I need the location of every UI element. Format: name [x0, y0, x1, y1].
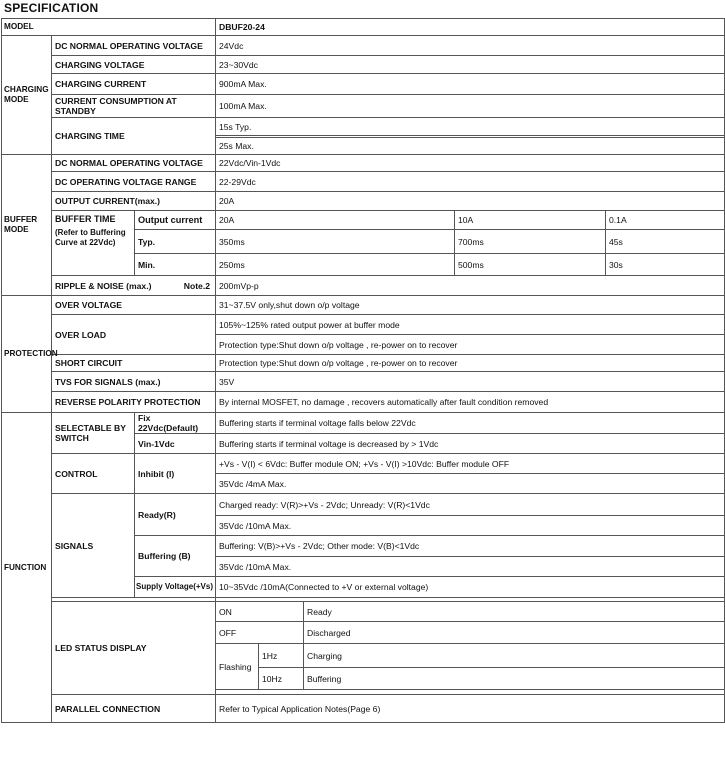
reverse-polarity-label: REVERSE POLARITY PROTECTION — [52, 392, 216, 413]
charging-dc-normal-value: 24Vdc — [216, 36, 725, 56]
buffer-dc-normal-value: 22Vdc/Vin-1Vdc — [216, 155, 725, 172]
buffer-typ-0: 350ms — [216, 230, 455, 254]
typ-label: Typ. — [135, 230, 216, 254]
table-row — [2, 118, 725, 136]
buffer-dc-normal-label: DC NORMAL OPERATING VOLTAGE — [52, 155, 216, 172]
table-row — [2, 392, 725, 413]
reverse-polarity-value: By internal MOSFET, no damage , recovers automatically after fault condition removed — [216, 392, 725, 413]
charging-time-typ: 15s Typ. — [216, 118, 725, 136]
inhibit-value-1: +Vs - V(I) < 6Vdc: Buffer module ON; +Vs - V(I) >10Vdc: Buffer module OFF — [216, 454, 725, 474]
ready-value-1: Charged ready: V(R)>+Vs - 2Vdc; Unready: V(R)<1Vdc — [216, 494, 725, 516]
led-flashing: Flashing — [216, 644, 259, 690]
table-row — [2, 296, 725, 315]
buffer-time-cell — [52, 211, 135, 276]
led-10hz: 10Hz — [259, 668, 304, 690]
inhibit-value-2: 35Vdc /4mA Max. — [216, 474, 725, 494]
table-row — [2, 56, 725, 74]
protection-category: PROTECTION — [2, 296, 52, 413]
standby-current-value: 100mA Max. — [216, 95, 725, 118]
table-row — [2, 413, 725, 434]
short-circuit-label: SHORT CIRCUIT — [52, 355, 216, 372]
table-row — [2, 74, 725, 95]
table-row — [2, 19, 725, 36]
over-voltage-value: 31~37.5V only,shut down o/p voltage — [216, 296, 725, 315]
table-row — [2, 276, 725, 296]
buffer-typ-1: 700ms — [455, 230, 606, 254]
table-row — [2, 454, 725, 474]
table-row — [2, 211, 725, 230]
fix-22vdc-label: Fix 22Vdc(Default) — [135, 413, 216, 434]
buffer-dc-range-label: DC OPERATING VOLTAGE RANGE — [52, 172, 216, 192]
signals-label: SIGNALS — [52, 494, 135, 598]
over-load-value-1: 105%~125% rated output power at buffer mode — [216, 315, 725, 335]
standby-current-label: CURRENT CONSUMPTION AT STANDBY — [52, 95, 216, 118]
vin-1vdc-label: Vin-1Vdc — [135, 434, 216, 454]
output-current-value: 20A — [216, 192, 725, 211]
buffer-min-2: 30s — [606, 254, 725, 276]
buffer-min-0: 250ms — [216, 254, 455, 276]
table-row — [2, 602, 725, 622]
function-category: FUNCTION — [2, 413, 52, 723]
charging-voltage-label: CHARGING VOLTAGE — [52, 56, 216, 74]
switch-label: SELECTABLE BY SWITCH — [52, 413, 135, 454]
table-row — [2, 695, 725, 723]
over-voltage-label: OVER VOLTAGE — [52, 296, 216, 315]
charging-voltage-value: 23~30Vdc — [216, 56, 725, 74]
table-row — [2, 36, 725, 56]
buffer-dc-range-value: 22-29Vdc — [216, 172, 725, 192]
output-current-col-label: Output current — [135, 211, 216, 230]
parallel-connection-label: PARALLEL CONNECTION — [52, 695, 216, 723]
fix-22vdc-value: Buffering starts if terminal voltage falls below 22Vdc — [216, 413, 725, 434]
buffer-min-1: 500ms — [455, 254, 606, 276]
charging-current-label: CHARGING CURRENT — [52, 74, 216, 95]
buffer-time-sub: (Refer to Buffering Curve at 22Vdc) — [55, 228, 126, 247]
table-row — [2, 355, 725, 372]
ready-label: Ready(R) — [135, 494, 216, 536]
inhibit-label: Inhibit (I) — [135, 454, 216, 494]
over-load-value-2: Protection type:Shut down o/p voltage , re-power on to recover — [216, 335, 725, 355]
charging-mode-category: CHARGING MODE — [2, 36, 52, 155]
parallel-connection-value: Refer to Typical Application Notes(Page 6) — [216, 695, 725, 723]
led-1hz-desc: Charging — [304, 644, 725, 668]
page-title: SPECIFICATION — [4, 1, 99, 15]
tvs-label: TVS FOR SIGNALS (max.) — [52, 372, 216, 392]
charging-dc-normal-label: DC NORMAL OPERATING VOLTAGE — [52, 36, 216, 56]
buffer-current-0: 20A — [216, 211, 455, 230]
table-row — [2, 155, 725, 172]
min-label: Min. — [135, 254, 216, 276]
led-status-label: LED STATUS DISPLAY — [52, 602, 216, 695]
vin-1vdc-value: Buffering starts if terminal voltage is decreased by > 1Vdc — [216, 434, 725, 454]
ripple-value: 200mVp-p — [216, 276, 725, 296]
buffering-value-2: 35Vdc /10mA Max. — [216, 557, 725, 577]
buffering-label: Buffering (B) — [135, 536, 216, 577]
ripple-note: Note.2 — [183, 280, 210, 291]
control-label: CONTROL — [52, 454, 135, 494]
buffer-typ-2: 45s — [606, 230, 725, 254]
buffer-mode-category: BUFFER MODE — [2, 155, 52, 296]
table-row — [2, 172, 725, 192]
buffer-current-1: 10A — [455, 211, 606, 230]
table-row — [2, 315, 725, 335]
charging-time-max: 25s Max. — [216, 138, 725, 155]
supply-voltage-value: 10~35Vdc /10mA(Connected to +V or external voltage) — [216, 577, 725, 598]
charging-time-label: CHARGING TIME — [52, 118, 216, 155]
table-row — [2, 192, 725, 211]
buffer-current-2: 0.1A — [606, 211, 725, 230]
charging-current-value: 900mA Max. — [216, 74, 725, 95]
led-off: OFF — [216, 622, 304, 644]
led-on: ON — [216, 602, 304, 622]
table-row — [2, 372, 725, 392]
ripple-label-cell — [52, 276, 216, 296]
table-row — [2, 95, 725, 118]
buffering-value-1: Buffering: V(B)>+Vs - 2Vdc; Other mode: V(B)<1Vdc — [216, 536, 725, 557]
model-value: DBUF20-24 — [216, 19, 725, 36]
output-current-label: OUTPUT CURRENT(max.) — [52, 192, 216, 211]
led-10hz-desc: Buffering — [304, 668, 725, 690]
buffer-time-label: BUFFER TIME — [55, 214, 116, 224]
model-label: MODEL — [2, 19, 216, 36]
ready-value-2: 35Vdc /10mA Max. — [216, 516, 725, 536]
led-1hz: 1Hz — [259, 644, 304, 668]
table-row — [2, 494, 725, 516]
supply-voltage-label: Supply Voltage(+Vs) — [135, 577, 216, 598]
specification-table — [1, 18, 725, 723]
over-load-label: OVER LOAD — [52, 315, 216, 355]
ripple-label: RIPPLE & NOISE (max.) — [55, 280, 152, 291]
led-on-desc: Ready — [304, 602, 725, 622]
short-circuit-value: Protection type:Shut down o/p voltage , re-power on to recover — [216, 355, 725, 372]
tvs-value: 35V — [216, 372, 725, 392]
led-off-desc: Discharged — [304, 622, 725, 644]
